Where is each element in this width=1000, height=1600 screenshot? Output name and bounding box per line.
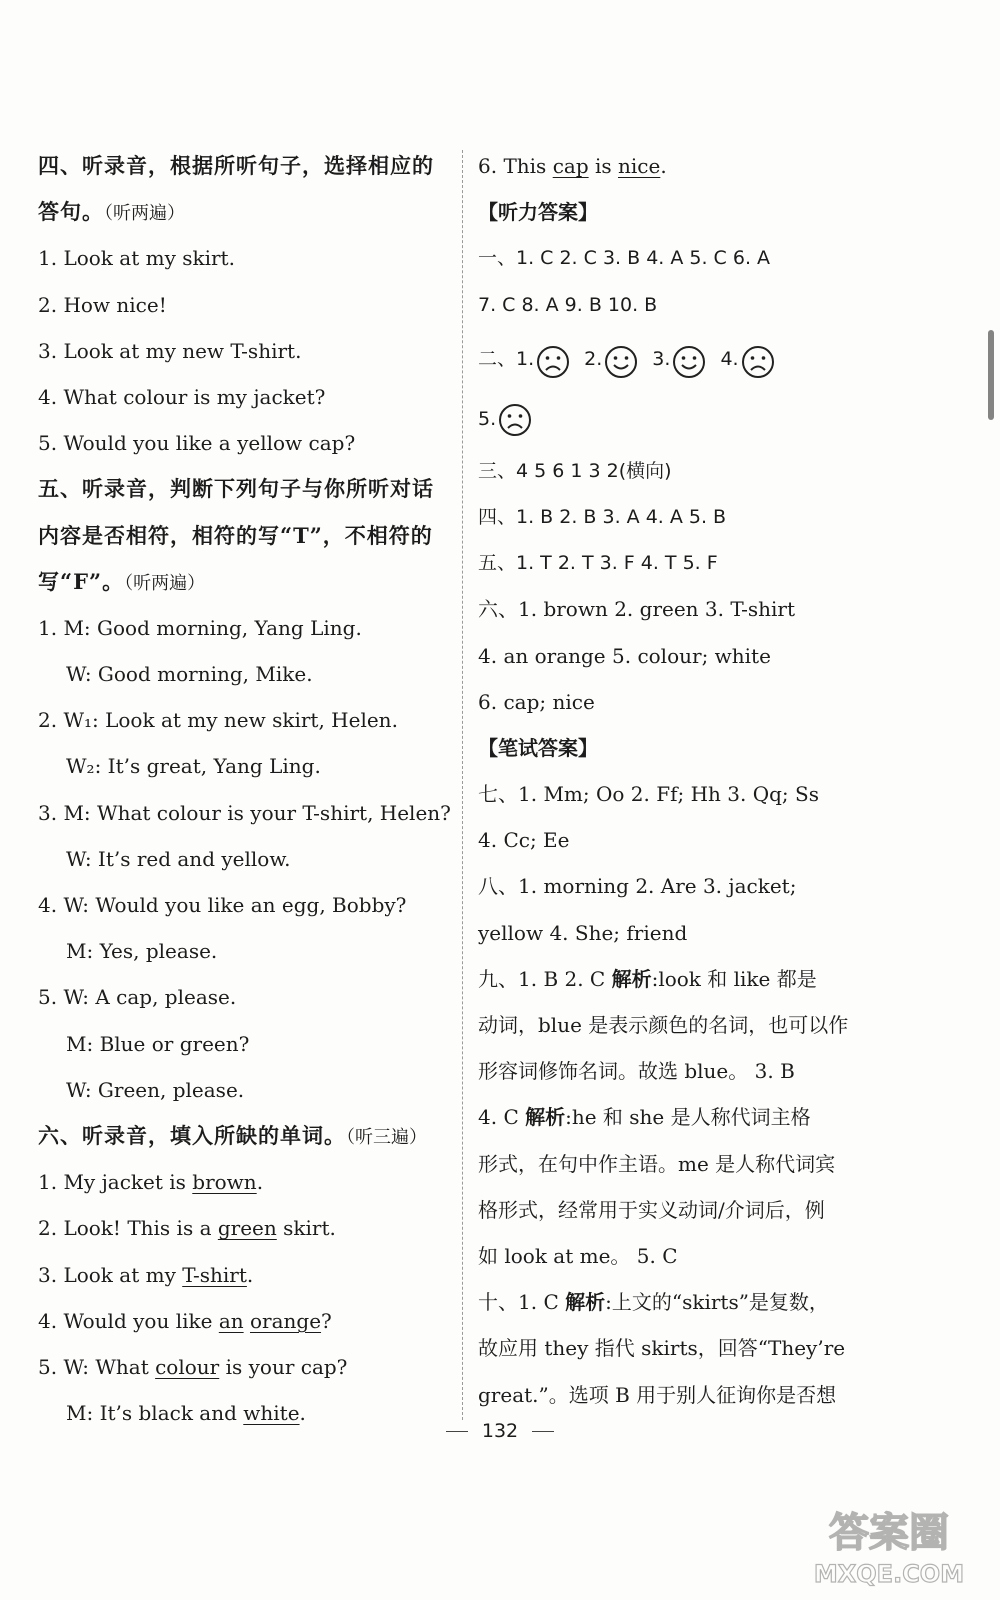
answer-line: 六、1. brown 2. green 3. T-shirt xyxy=(478,597,796,622)
fill-line: 5. W: What colour is your cap? xyxy=(38,1354,348,1379)
fill-line: 6. This cap is nice. xyxy=(478,154,667,178)
dialog-line: W: Green, please. xyxy=(66,1077,245,1102)
list-item: 4. What colour is my jacket? xyxy=(38,384,326,409)
right-column xyxy=(478,143,918,1418)
answer-line: 动词，blue 是表示颜色的名词，也可以作 xyxy=(478,1013,849,1037)
fill-line: 4. Would you like an orange? xyxy=(38,1308,332,1333)
section-4-heading-cont: 答句。（听两遍） xyxy=(38,199,185,225)
answer-line: 十、1. C 解析:上文的“skirts”是复数， xyxy=(478,1290,829,1315)
list-item: 3. Look at my new T-shirt. xyxy=(38,338,302,363)
answer-line: yellow 4. She; friend xyxy=(478,920,688,945)
dialog-line: W: It’s red and yellow. xyxy=(66,846,291,871)
svg-text:MXQE.COM: MXQE.COM xyxy=(813,1560,965,1588)
answer-line: 七、1. Mm; Oo 2. Ff; Hh 3. Qq; Ss xyxy=(478,782,819,807)
answer-line-faces: 5. xyxy=(478,390,918,448)
dialog-line: 3. M: What colour is your T-shirt, Helen? xyxy=(38,800,451,825)
answer-line: 格形式，经常用于实义动词/介词后，例 xyxy=(478,1197,825,1222)
answer-line: 4. Cc; Ee xyxy=(478,828,570,853)
fill-line: 3. Look at my T-shirt. xyxy=(38,1262,254,1287)
written-answers-header: 【笔试答案】 xyxy=(478,735,598,760)
answer-line: 三、4 5 6 1 3 2(横向) xyxy=(478,459,672,482)
smiley-face-icon xyxy=(604,342,638,376)
dialog-line: 5. W: A cap, please. xyxy=(38,985,237,1010)
answer-line: great.”。选项 B 用于别人征询你是否想 xyxy=(478,1382,837,1407)
answer-line: 形容词修饰名词。故选 blue。 3. B xyxy=(478,1059,795,1084)
dialog-line: W: Good morning, Mike. xyxy=(66,662,313,687)
list-item: 1. Look at my skirt. xyxy=(38,246,235,271)
fill-line: M: It’s black and white. xyxy=(66,1401,306,1426)
answer-line: 6. cap; nice xyxy=(478,689,595,714)
list-item: 2. How nice! xyxy=(38,292,167,317)
answer-line: 故应用 they 指代 skirts，回答“They’re xyxy=(478,1336,846,1361)
section-5-heading: 五、听录音，判断下列句子与你所听对话 xyxy=(38,476,434,502)
dialog-line: M: Blue or green? xyxy=(66,1031,250,1056)
page-number: 132 xyxy=(0,1420,1000,1442)
answer-line-faces: 二、1. 2. 3. 4. xyxy=(478,328,918,390)
answer-line: 五、1. T 2. T 3. F 4. T 5. F xyxy=(478,552,718,575)
fill-line: 2. Look! This is a green skirt. xyxy=(38,1216,336,1241)
answer-line: 四、1. B 2. B 3. A 4. A 5. B xyxy=(478,505,727,528)
scan-mark xyxy=(988,330,994,420)
section-6-heading: 六、听录音，填入所缺的单词。（听三遍） xyxy=(38,1122,427,1148)
sad-face-icon xyxy=(536,342,570,376)
list-item: 5. Would you like a yellow cap? xyxy=(38,431,356,456)
answer-line: 4. an orange 5. colour; white xyxy=(478,643,771,668)
column-divider xyxy=(462,150,463,1420)
dialog-line: 1. M: Good morning, Yang Ling. xyxy=(38,615,362,640)
section-4-heading: 四、听录音，根据所听句子，选择相应的 xyxy=(38,153,434,178)
section-5-heading-cont: 写“F”。（听两遍） xyxy=(38,568,206,594)
smiley-face-icon xyxy=(672,342,706,376)
watermark-logo xyxy=(804,1502,974,1590)
left-column xyxy=(38,143,458,1436)
answer-line: 如 look at me。 5. C xyxy=(478,1243,678,1268)
section-5-heading-cont: 内容是否相符，相符的写“T”，不相符的 xyxy=(38,522,433,548)
answer-line: 7. C 8. A 9. B 10. B xyxy=(478,293,658,316)
dialog-line: 4. W: Would you like an egg, Bobby? xyxy=(38,893,407,917)
answer-line: 一、1. C 2. C 3. B 4. A 5. C 6. A xyxy=(478,247,771,270)
answer-line: 4. C 解析:he 和 she 是人称代词主格 xyxy=(478,1105,811,1130)
answer-line: 九、1. B 2. C 解析:look 和 like 都是 xyxy=(478,966,817,991)
fill-line: 1. My jacket is brown. xyxy=(38,1170,264,1195)
listening-answers-header: 【听力答案】 xyxy=(478,200,598,225)
dialog-line: M: Yes, please. xyxy=(66,939,218,964)
answer-line: 八、1. morning 2. Are 3. jacket; xyxy=(478,874,797,899)
dialog-line: W₂: It’s great, Yang Ling. xyxy=(66,754,321,779)
sad-face-icon xyxy=(741,342,775,376)
answer-line: 形式，在句中作主语。me 是人称代词宾 xyxy=(478,1151,836,1176)
sad-face-icon xyxy=(498,402,532,436)
svg-text:答案圈: 答案圈 xyxy=(829,1510,949,1556)
dialog-line: 2. W₁: Look at my new skirt, Helen. xyxy=(38,708,398,733)
